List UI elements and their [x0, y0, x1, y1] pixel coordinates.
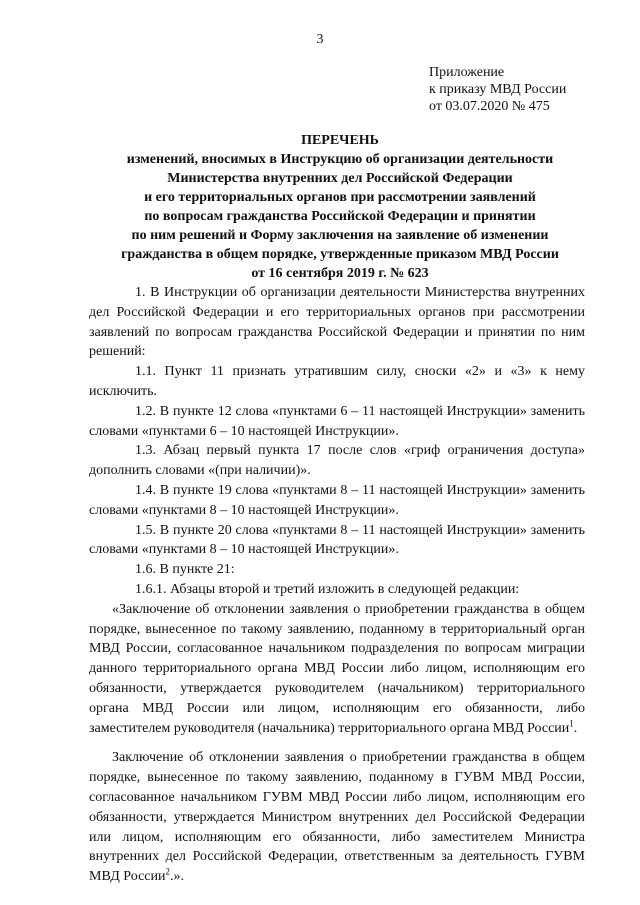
heading-line-1: изменений, вносимых в Инструкцию об организации деятельности [126, 152, 554, 167]
heading-line-5: по ним решений и Форму заключения на заявление об изменении [131, 228, 549, 243]
paragraph-1-3: 1.3. Абзац первый пункта 17 после слов «гриф ограничения доступа» дополнить словами «(при наличии)». [89, 443, 585, 479]
document-body [89, 283, 585, 887]
quoted-paragraph-2 [89, 748, 585, 887]
appendix-line-1: Приложение [429, 65, 505, 80]
footnote-ref-2: 2 [165, 866, 171, 877]
heading-line-4: по вопросам гражданства Российской Федерации и принятии [144, 209, 536, 224]
document-heading [80, 131, 600, 283]
paragraph-1-6: 1.6. В пункте 21: [135, 562, 235, 578]
page-number: 3 [316, 32, 324, 47]
quoted-paragraph-1-end: . [573, 720, 578, 736]
heading-line-6: гражданства в общем порядке, утвержденные приказом МВД России [121, 247, 559, 262]
paragraph-gap [89, 738, 585, 748]
heading-line-3: и его территориальных органов при рассмотрении заявлений [144, 190, 536, 205]
paragraph-1-5: 1.5. В пункте 20 слова «пунктами 8 – 11 настоящей Инструкции» заменить словами «пунктами 8 – 10 настоящей Инструкции». [89, 522, 585, 558]
appendix-line-2: к приказу МВД России [429, 82, 567, 97]
quoted-paragraph-1-text: «Заключение об отклонении заявления о приобретении гражданства в общем порядке, вынесенное по такому заявлению, поданному в территориальный орган МВД России, согласованное начальником подразделения по вопросам миграции данного территориального органа МВД России либо лицом, исполняющим его обязанности, утверждается руководителем (начальником) территориального органа МВД России или лицом, исполняющим его обязанности, либо заместителем руководителя (начальника) территориального органа МВД России [89, 601, 585, 736]
paragraph-1-6-1: 1.6.1. Абзацы второй и третий изложить в следующей редакции: [135, 581, 520, 597]
quoted-paragraph-2-text: Заключение об отклонении заявления о приобретении гражданства в общем порядке, вынесенное по такому заявлению, поданному в ГУВМ МВД России, согласованное начальником ГУВМ МВД России либо лицом, исполняющим его обязанности, утверждается Министром внутренних дел Российской Федерации или лицом, исполняющим его обязанности, либо заместителем Министра внутренних дел Российской Федерации, ответственным за деятельность ГУВМ МВД России [89, 750, 585, 885]
paragraph-1-1: 1.1. Пункт 11 признать утратившим силу, сноски «2» и «3» к нему исключить. [89, 364, 585, 399]
paragraph-1: 1. В Инструкции об организации деятельности Министерства внутренних дел Российской Федерации и его территориальных органов при рассмотрении заявлений по вопросам гражданства Российской Федерации и принятии по ним решений: [89, 285, 585, 360]
heading-line-7: от 16 сентября 2019 г. № 623 [251, 266, 429, 281]
paragraph-1-2: 1.2. В пункте 12 слова «пунктами 6 – 11 настоящей Инструкции» заменить словами «пунктами 6 – 10 настоящей Инструкции». [89, 403, 585, 439]
paragraph-1-4: 1.4. В пункте 19 слова «пунктами 8 – 11 настоящей Инструкции» заменить словами «пунктами 8 – 10 настоящей Инструкции». [89, 482, 585, 518]
appendix-block [429, 64, 566, 115]
appendix-line-3: от 03.07.2020 № 475 [429, 99, 550, 114]
quoted-paragraph-1 [89, 600, 585, 739]
heading-main: ПЕРЕЧЕНЬ [301, 133, 379, 148]
quoted-paragraph-2-end: .». [170, 869, 185, 885]
heading-line-2: Министерства внутренних дел Российской Федерации [167, 171, 513, 186]
footnote-ref-1: 1 [569, 717, 574, 728]
